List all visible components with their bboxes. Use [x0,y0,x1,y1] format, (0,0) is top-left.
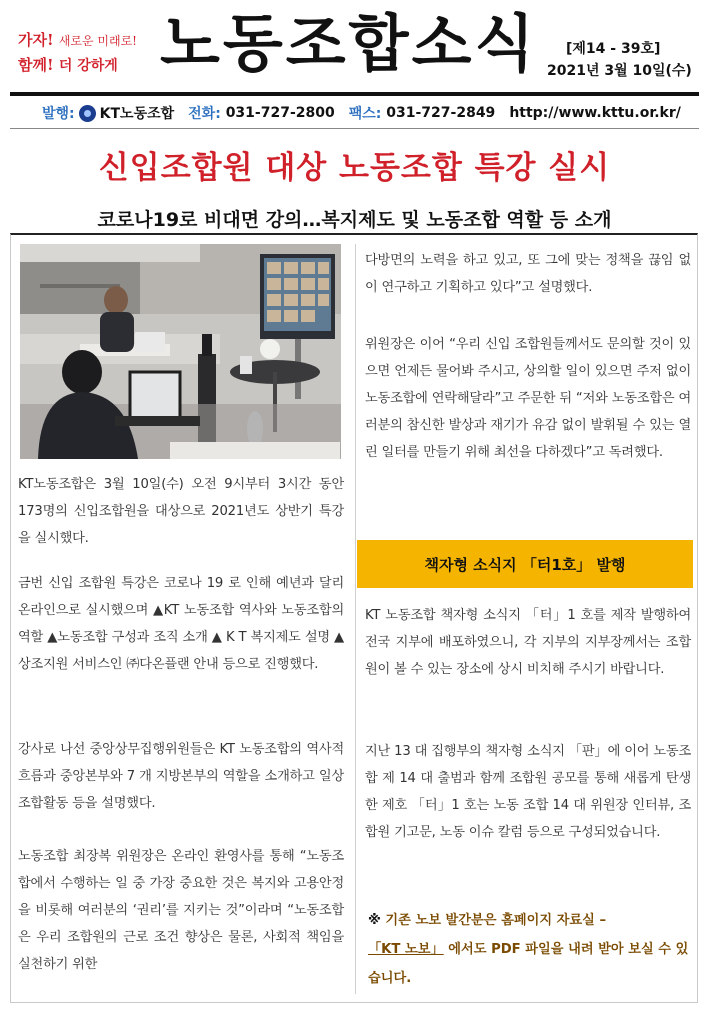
publisher-bar [42,103,695,123]
notice-mark: ※ [368,913,381,928]
notice-text-pre: 기존 노보 발간분은 홈페이지 자료실 – [385,913,607,928]
booklet-section-heading: 책자형 소식지 「터1호」 발행 [357,540,693,588]
right-paragraph-1: 다방면의 노력을 하고 있고, 또 그에 맞는 정책을 끊임 없이 연구하고 기획하고 있다”고 설명했다. [365,253,691,295]
kt-nobo-link[interactable]: 「KT 노보」 [368,942,444,957]
lecture-photo [20,244,341,459]
booklet-paragraph-1: KT 노동조합 책자형 소식지 「터」1 호를 제작 발행하여 전국 지부에 배포하였으니, 각 지부의 지부장께서는 조합원이 볼 수 있는 장소에 상시 비치해 주시기 바랍니다. [365,608,691,677]
column-divider [355,244,356,994]
slogan [18,28,137,78]
phone-number: 031-727-2800 [225,105,335,121]
slogan-line2-small: 더 강하게 [58,58,118,74]
archive-notice [368,906,693,993]
left-paragraph-3: 강사로 나선 중앙상무집행위원들은 KT 노동조합의 역사적 흐름과 중앙본부와 7 개 지방본부의 역할을 소개하고 일상 조합활동 등을 설명했다. [18,742,344,811]
fax-number: 031-727-2849 [386,105,496,121]
publisher-label: 발행: [42,106,75,122]
website-link[interactable]: http://www.kttu.or.kr/ [509,105,681,121]
right-paragraph-2: 위원장은 이어 “우리 신입 조합원들께서도 문의할 것이 있으면 언제든 물어봐 주시고, 상의할 일이 있으면 주저 없이 노동조합에 연락해달라”고 주문한 뒤 “저와 노동조합은 여러분의 참신한 발상과 재기가 유감 없이 발휘될 수 있는 열린 일터를 만들기 위해 최선을 다하겠다”고 독려했다. [365,337,691,460]
slogan-line2-big: 함께! [18,56,54,74]
left-paragraph-1: KT노동조합은 3월 10일(수) 오전 9시부터 3시간 동안 173명의 신입조합원을 대상으로 2021년도 상반기 특강을 실시했다. [18,477,344,546]
fax-label: 팩스: [348,106,382,122]
headline: 신입조합원 대상 노동조합 특강 실시 [98,150,611,186]
union-logo-icon [79,105,96,122]
notice-text-post: 에서도 PDF 파일을 내려 받아 보실 수 있습니다. [368,942,689,986]
publisher-name: KT노동조합 [99,106,175,122]
slogan-line1-small: 새로운 미래로! [58,34,138,48]
subheadline: 코로나19로 비대면 강의…복지제도 및 노동조합 역할 등 소개 [97,209,612,231]
publisher-rule [10,128,699,129]
slogan-line1-big: 가자! [18,31,54,49]
issue-number: [제14 - 39호] [566,41,661,57]
phone-label: 전화: [188,106,221,122]
newsletter-title: 노동조합소식 [160,7,538,80]
booklet-paragraph-2: 지난 13 대 집행부의 책자형 소식지 「판」에 이어 노동조합 제 14 대 출범과 함께 조합원 공모를 통해 새롭게 탄생한 제호 「터」1 호는 노동 조합 14 대 위원장 인터뷰, 조합원 기고문, 노동 이슈 칼럼 등으로 구성되었습니다. [365,744,691,840]
left-paragraph-2: 금번 신입 조합원 특강은 코로나 19 로 인해 예년과 달리 온라인으로 실시했으며 ▲KT 노동조합 역사와 노동조합의 역할 ▲노동조합 구성과 조직 소개 ▲ K T 복지제도 설명 ▲상조지원 서비스인 ㈜다온플랜 안내 등으로 진행했다. [18,576,344,672]
issue-date: 2021년 3월 10일(수) [547,63,692,79]
masthead-rule [10,92,699,96]
left-paragraph-4: 노동조합 최장복 위원장은 온라인 환영사를 통해 “노동조합에서 수행하는 일 중 가장 중요한 것은 복지와 고용안정을 비롯해 여러분의 ‘권리’를 지키는 것”이라며 “노동조합은 우리 조합원의 근로 조건 향상은 물론, 사회적 책임을 실천하기 위한 [18,849,344,972]
